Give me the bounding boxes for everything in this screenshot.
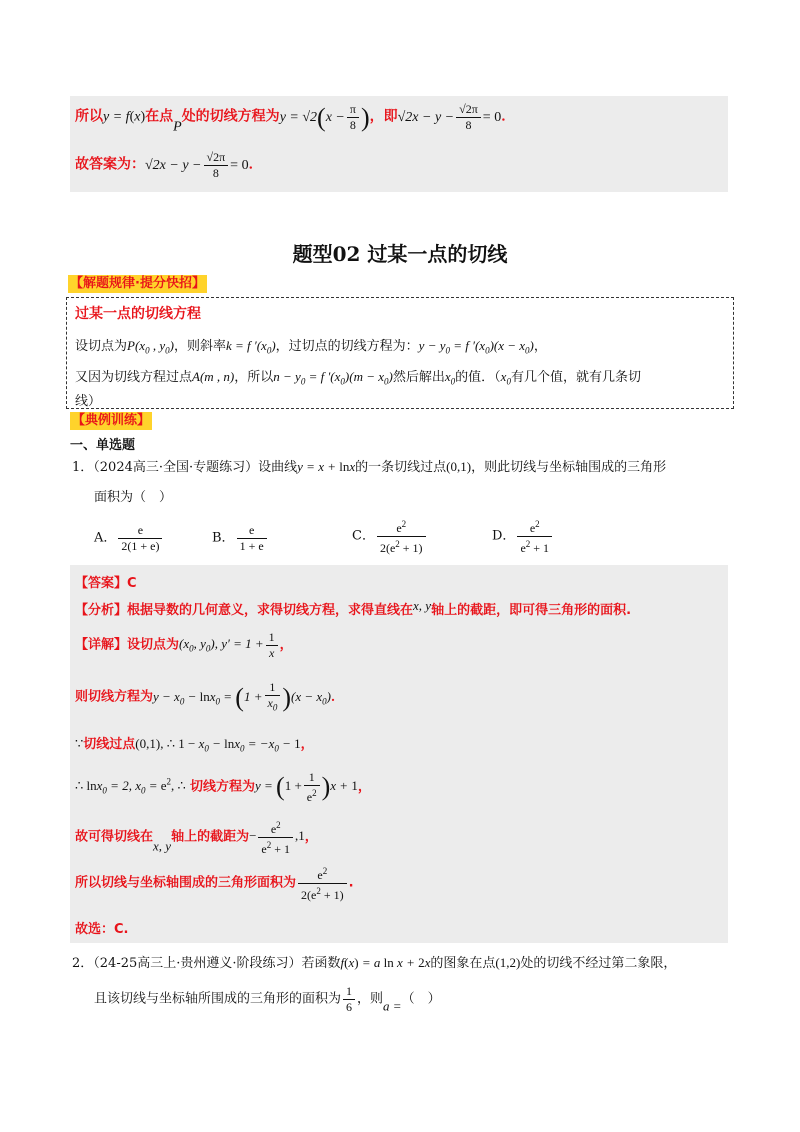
choose-line: 故选：C. (75, 922, 129, 937)
section-title: 题型02 过某一点的切线 (292, 242, 508, 266)
question-2-line-1: 2．（24-25高三上·贵州遵义·阶段练习）若函数f(x) = a ln x + 2x的图象在点(1,2)处的切线不经过第二象限， (72, 955, 677, 971)
prev-answer-line: 故答案为：√2x − y − $\frac{√2\pi}{8}$ = 0． (75, 150, 263, 180)
step-3: ∴ lnx$_0$ = 2, $x_0 = e^2$, ∴ 切线方程为y = (1 + $\frac{1}{e^2}$ )x + 1， (75, 770, 371, 804)
question-1-line-1: 1．（2024高三·全国·专题练习）设曲线y = x + lnx的一条切线过点(0,1)，则此切线与坐标轴围成的三角形 (72, 459, 667, 475)
step-2: ∵切线过点(0,1), ∴ $1 - x_0 - \ln x_0 = -x_0 - 1$， (75, 736, 314, 754)
question-1-line-2: 面积为（ ） (94, 490, 173, 505)
option-b[interactable]: B． $\frac{e}{1 + e}$ (212, 523, 269, 554)
step-4: 故可得切线在x, y轴上的截距为− $\frac{e^2}{e^2 + 1}$ ,1， (75, 820, 318, 856)
answer-line: 【答案】C (75, 576, 137, 591)
tip-label: 【解题规律·提分快招】 (70, 276, 205, 291)
method-box-title: 过某一点的切线方程 (75, 306, 201, 322)
method-line-1: 设切点为$P(x_0$ , $y_0$)，则斜率k = f $'(x_0)$，过切点的切线方程为：$y - y_0 = f$ $'(x_0)(x - x_0)$， (75, 338, 547, 356)
method-line-3: 线） (75, 394, 102, 409)
subsection-title: 一、单选题 (70, 438, 136, 453)
question-2-line-2: 且该切线与坐标轴所围成的三角形的面积为 $\frac{1}{6}$ ，则a =（ ） (94, 984, 441, 1014)
detail-line: 【详解】设切点为($x_0$, $y_0$), y′ = 1 + $\frac{1}{x}$ ， (75, 630, 293, 660)
example-label: 【典例训练】 (72, 413, 151, 428)
prev-solution-line: 所以y = f(x)在点P处的切线方程为y = √2(x − $\frac{\pi}{8}$ )，即√2x − y − $\frac{√2\pi}{8}$ = 0． (75, 102, 516, 135)
option-a[interactable]: A． $\frac{e}{2(1 + e)}$ (94, 523, 164, 554)
option-d[interactable]: D． $\frac{e^2}{e^2 + 1}$ (492, 517, 554, 556)
step-5: 所以切线与坐标轴围成的三角形面积为 $\frac{e^2}{2(e^2 + 1)}$ . (75, 866, 354, 902)
option-c[interactable]: C． $\frac{e^2}{2(e^2 + 1)}$ (352, 517, 428, 556)
method-line-2: 又因为切线方程过点A(m , n)，所以$n - y_0 = f$ $'(x_0)(m - x_0)$然后解出$x_0$的值．（$x_0$有几个值，就有几条切 (75, 369, 641, 387)
analysis-line: 【分析】根据导数的几何意义，求得切线方程，求得直线在x, y轴上的截距，即可得三角形的面积. (75, 598, 632, 618)
tangent-equation-2: √2x − y − $\frac{√2\pi}{8}$ = 0 (397, 102, 502, 132)
answer-equation: √2x − y − $\frac{√2\pi}{8}$ = 0 (145, 150, 249, 180)
tangent-equation-1: y = √2(x − $\frac{\pi}{8}$ ) (279, 102, 370, 132)
step-1: 则切线方程为$y - x_0 - \ln x_0 = (1$ + $\frac{1}{x_0}$ )$(x - x_0)$． (75, 680, 345, 713)
